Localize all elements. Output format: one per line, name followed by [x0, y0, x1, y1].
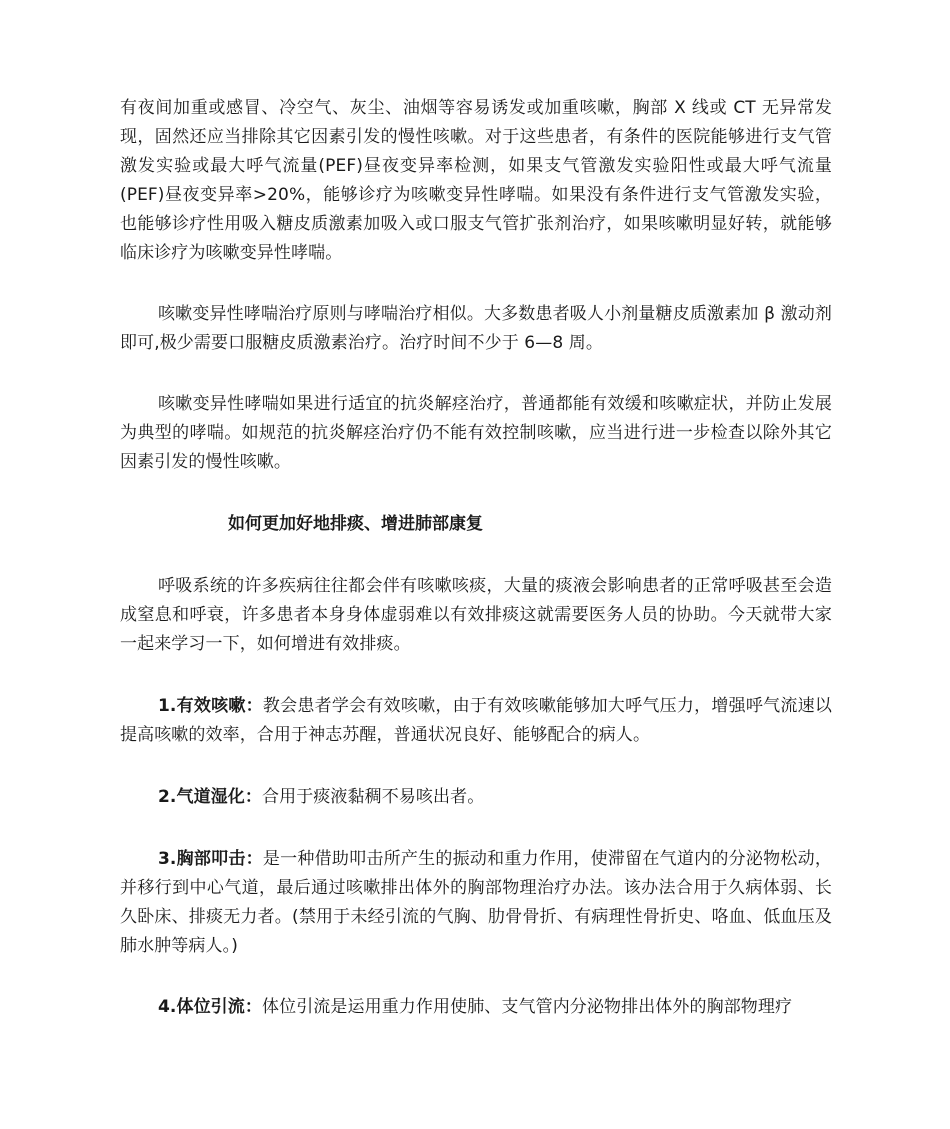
list-item	[120, 692, 832, 750]
list-item-title: 4.体位引流：	[158, 997, 262, 1017]
list-item	[120, 783, 832, 812]
paragraph-cva-prognosis: 咳嗽变异性哮喘如果进行适宜的抗炎解痉治疗，普通都能有效缓和咳嗽症状，并防止发展为典型的哮喘。如规范的抗炎解痉治疗仍不能有效控制咳嗽，应当进行进一步检查以除外其它因素引发的慢性咳嗽。	[120, 394, 832, 472]
list-item-text: 体位引流是运用重力作用使肺、支气管内分泌物排出体外的胸部物理疗	[262, 997, 793, 1017]
paragraph-intro: 呼吸系统的许多疾病往往都会伴有咳嗽咳痰，大量的痰液会影响患者的正常呼吸甚至会造成窒息和呼衰，许多患者本身身体虚弱难以有效排痰这就需要医务人员的协助。今天就带大家一起来学习一下，如何增进有效排痰。	[120, 576, 832, 654]
list-item	[120, 993, 832, 1022]
list-item-title: 1.有效咳嗽：	[158, 696, 263, 716]
list-item	[120, 845, 832, 961]
paragraph-cva-treatment: 咳嗽变异性哮喘治疗原则与哮喘治疗相似。大多数患者吸人小剂量糖皮质激素加 β 激动剂即可,极少需要口服糖皮质激素治疗。治疗时间不少于 6—8 周。	[120, 304, 832, 353]
list-item-title: 3.胸部叩击：	[158, 849, 263, 869]
list-item-text: 合用于痰液黏稠不易咳出者。	[262, 787, 485, 807]
paragraph-cva-diagnosis: 有夜间加重或感冒、冷空气、灰尘、油烟等容易诱发或加重咳嗽，胸部 X 线或 CT 无异常发现，固然还应当排除其它因素引发的慢性咳嗽。对于这些患者，有条件的医院能够进行支气管激发实验或最大呼气流量(PEF)昼夜变异率检测，如果支气管激发实验阳性或最大呼气流量(PEF)昼夜变异率>20%，能够诊疗为咳嗽变异性哮喘。如果没有条件进行支气管激发实验，也能够诊疗性用吸入糖皮质激素加吸入或口服支气管扩张剂治疗，如果咳嗽明显好转，就能够临床诊疗为咳嗽变异性哮喘。	[120, 98, 832, 263]
list-item-title: 2.气道湿化：	[158, 787, 262, 807]
list-item-text: 是一种借助叩击所产生的振动和重力作用，使滞留在气道内的分泌物松动，并移行到中心气道，最后通过咳嗽排出体外的胸部物理治疗办法。该办法合用于久病体弱、长久卧床、排痰无力者。(禁用于未经引流的气胸、肋骨骨折、有病理性骨折史、咯血、低血压及肺水肿等病人。)	[120, 849, 832, 956]
section-heading: 如何更加好地排痰、增进肺部康复	[228, 514, 483, 534]
list-item-text: 教会患者学会有效咳嗽，由于有效咳嗽能够加大呼气压力，增强呼气流速以提高咳嗽的效率，合用于神志苏醒，普通状况良好、能够配合的病人。	[120, 696, 832, 745]
